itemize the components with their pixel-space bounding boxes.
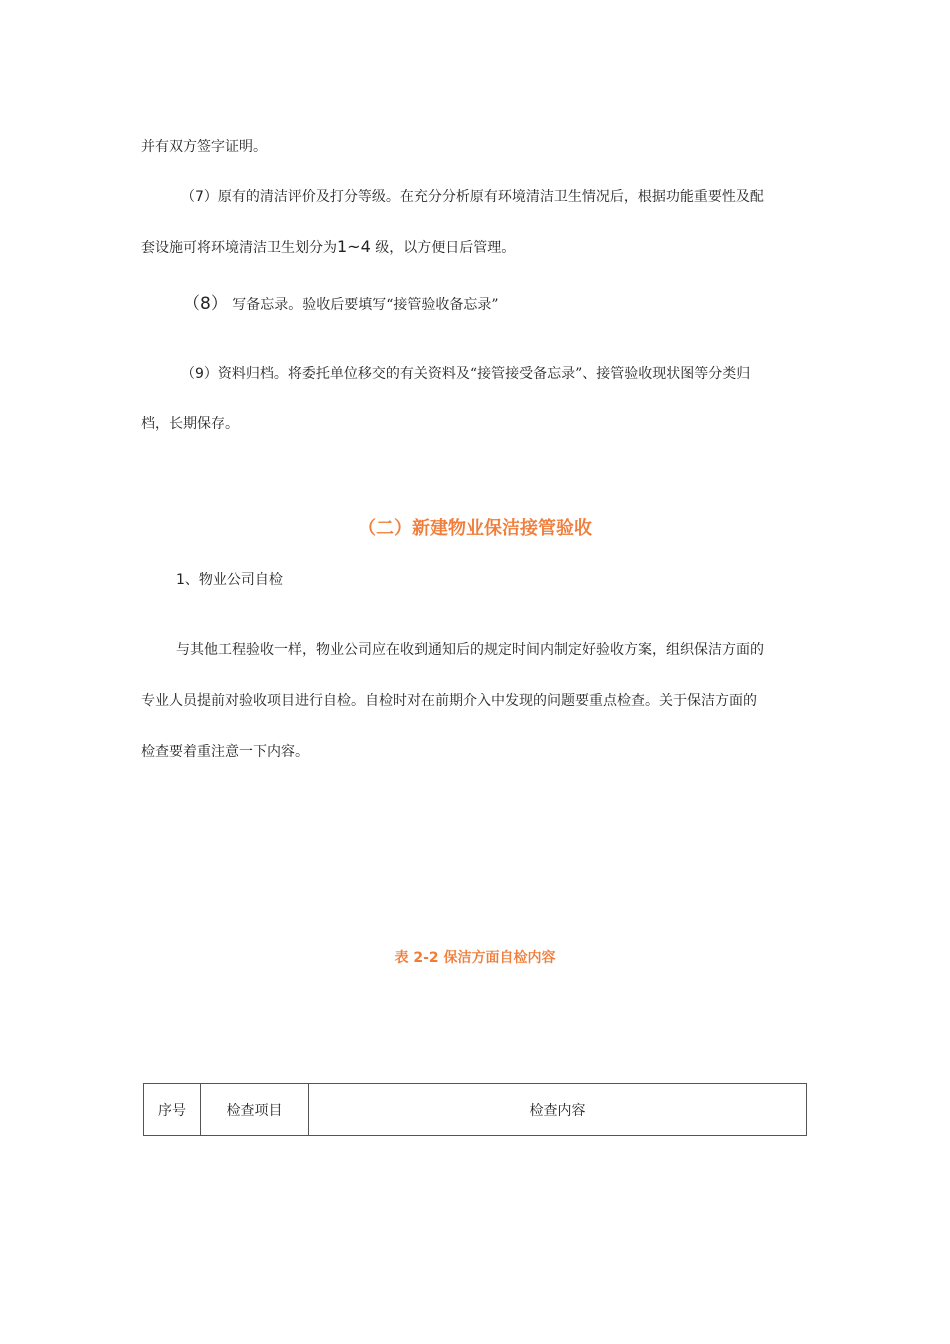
paragraph-7-line-2 [141,237,515,258]
subsection-number: 1、 [176,572,199,588]
paragraph-text: 写备忘录。验收后要填写“接管验收备忘录” [227,297,499,313]
item-number: （8） [183,294,228,314]
header-check-content: 检查内容 [309,1084,807,1136]
table-header-row [144,1084,807,1136]
item-number: （9） [181,366,218,382]
paragraph-text: 资料归档。将委托单位移交的有关资料及“接管接受备忘录”、接管验收现状图等分类归 [217,366,751,382]
paragraph-text: 级，以方便日后管理。 [370,240,516,256]
header-check-item: 检查项目 [201,1084,309,1136]
subsection-title [176,570,283,590]
paragraph-9-line-1 [181,364,750,384]
paragraph-text: 并有双方签字证明。 [141,139,267,155]
paragraph-text: 原有的清洁评价及打分等级。在充分分析原有环境清洁卫生情况后，根据功能重要性及配 [217,189,764,205]
header-serial-number: 序号 [144,1084,201,1136]
paragraph-6-continuation [141,137,267,157]
section-body-line-2: 专业人员提前对验收项目进行自检。自检时对在前期介入中发现的问题要重点检查。关于保洁方面的 [141,693,757,709]
paragraph-8 [183,294,499,315]
paragraph-text: 档，长期保存。 [141,416,239,432]
paragraph-text: 套设施可将环境清洁卫生划分为 [141,240,337,256]
grade-range: 1~4 [337,237,371,256]
table-caption: 表 2-2 保洁方面自检内容 [394,950,556,966]
paragraph-9-line-2 [141,414,239,434]
section-body-line-1: 与其他工程验收一样，物业公司应在收到通知后的规定时间内制定好验收方案，组织保洁方面的 [176,642,764,658]
item-number: （7） [181,189,218,205]
paragraph-7-line-1 [181,187,764,207]
subsection-text: 物业公司自检 [198,572,283,588]
self-check-table [143,1083,807,1136]
section-body-line-3: 检查要着重注意一下内容。 [141,744,309,760]
section-heading: （二）新建物业保洁接管验收 [358,518,592,539]
